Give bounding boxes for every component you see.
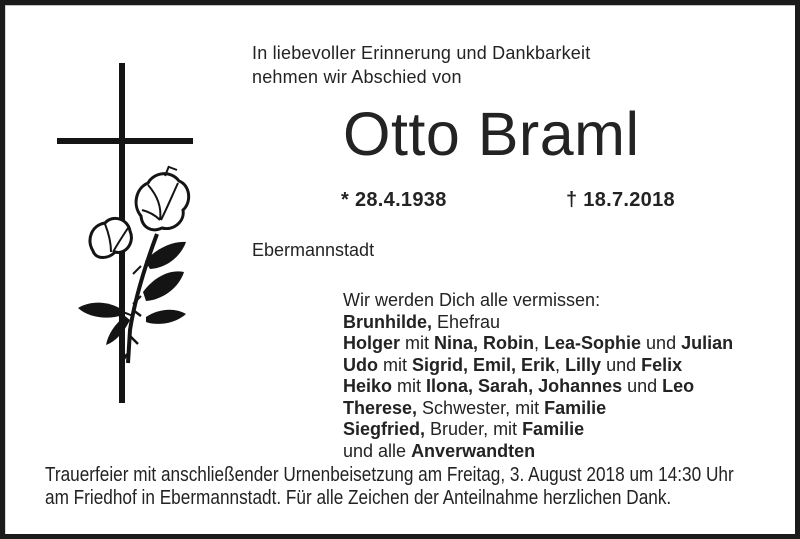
death-date: † 18.7.2018 xyxy=(566,189,675,211)
family-intro: Wir werden Dich alle vermissen: xyxy=(343,290,601,310)
city: Ebermannstadt xyxy=(252,240,375,260)
intro-line-1: In liebevoller Erinnerung und Dankbarkeit xyxy=(252,43,591,63)
footer-line-1: Trauerfeier mit anschließender Urnenbeisetzung am Freitag, 3. August 2018 um 14:30 Uhr xyxy=(45,464,734,486)
deceased-name: Otto Braml xyxy=(343,100,640,168)
family-line: Holger mit Nina, Robin, Lea-Sophie und Julian xyxy=(343,333,734,353)
family-line: Brunhilde, Ehefrau xyxy=(343,311,501,332)
family-line: Therese, Schwester, mit Familie xyxy=(343,397,607,418)
family-line: Heiko mit Ilona, Sarah, Johannes und Leo xyxy=(343,376,695,396)
family-list xyxy=(343,290,733,462)
footer-line-2: am Friedhof in Ebermannstadt. Für alle Zeichen der Anteilnahme herzlichen Dank. xyxy=(45,487,672,509)
intro-line-2: nehmen wir Abschied von xyxy=(252,67,462,87)
family-line: Udo mit Sigrid, Emil, Erik, Lilly und Felix xyxy=(343,354,683,375)
birth-date: * 28.4.1938 xyxy=(341,189,447,211)
cross-icon xyxy=(57,138,193,144)
rose-icon xyxy=(43,158,245,408)
family-line: und alle Anverwandten xyxy=(343,440,536,461)
intro-text xyxy=(252,41,590,89)
funeral-info xyxy=(45,464,800,510)
family-line: Siegfried, Bruder, mit Familie xyxy=(343,419,585,439)
